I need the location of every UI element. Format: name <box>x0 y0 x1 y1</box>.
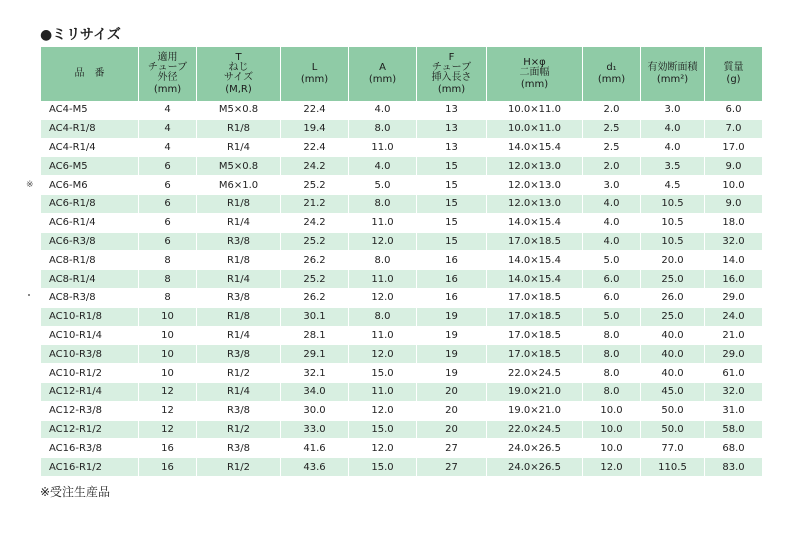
table-cell: 24.0×26.5 <box>487 458 583 477</box>
table-cell: 29.0 <box>705 345 763 364</box>
table-row <box>41 176 763 195</box>
column-header-1 <box>139 47 197 101</box>
column-header-9 <box>705 47 763 101</box>
table-cell: 40.0 <box>641 326 705 345</box>
table-cell: 11.0 <box>349 213 417 232</box>
column-header-line: 二面幅 <box>519 67 550 78</box>
table-cell: 19 <box>417 345 487 364</box>
table-cell: 3.5 <box>641 157 705 176</box>
model-cell: AC6-M6 <box>41 176 139 195</box>
table-row <box>41 213 763 232</box>
table-cell: 22.0×24.5 <box>487 364 583 383</box>
table-cell: 5.0 <box>349 176 417 195</box>
column-header-2 <box>197 47 281 101</box>
table-cell: 12.0 <box>349 232 417 251</box>
table-cell: 22.0×24.5 <box>487 420 583 439</box>
model-cell: AC6-R3/8 <box>41 232 139 251</box>
model-cell: AC6-M5 <box>41 157 139 176</box>
table-row <box>41 270 763 289</box>
table-cell: 12.0 <box>583 458 641 477</box>
table-cell: 11.0 <box>349 138 417 157</box>
table-cell: 10.0 <box>583 420 641 439</box>
table-cell: 10 <box>139 345 197 364</box>
table-cell: 11.0 <box>349 382 417 401</box>
table-row <box>41 251 763 270</box>
table-cell: 14.0×15.4 <box>487 251 583 270</box>
table-cell: 20 <box>417 420 487 439</box>
table-cell: 6 <box>139 157 197 176</box>
column-header-line: 有効断面積 <box>647 62 698 73</box>
table-cell: 110.5 <box>641 458 705 477</box>
table-cell: 15 <box>417 194 487 213</box>
column-header-line: A <box>379 62 386 73</box>
section-title <box>40 24 121 44</box>
table-cell: 22.4 <box>281 101 349 119</box>
column-header-unit: (mm) <box>300 74 329 85</box>
table-cell: 45.0 <box>641 382 705 401</box>
table-cell: 2.0 <box>583 157 641 176</box>
column-header-unit: (mm²) <box>656 74 689 85</box>
table-cell: 8 <box>139 270 197 289</box>
table-cell: 31.0 <box>705 401 763 420</box>
table-cell: 24.2 <box>281 157 349 176</box>
column-header-8 <box>641 47 705 101</box>
column-header-7 <box>583 47 641 101</box>
table-body <box>41 101 763 476</box>
table-cell: 8.0 <box>349 251 417 270</box>
table-cell: 13 <box>417 119 487 138</box>
table-cell: 25.2 <box>281 176 349 195</box>
table-cell: 12.0×13.0 <box>487 157 583 176</box>
column-header-4 <box>349 47 417 101</box>
table-cell: 17.0×18.5 <box>487 288 583 307</box>
table-cell: 16.0 <box>705 270 763 289</box>
table-cell: 32.1 <box>281 364 349 383</box>
table-row <box>41 194 763 213</box>
table-cell: 10 <box>139 307 197 326</box>
model-cell: AC10-R1/4 <box>41 326 139 345</box>
column-header-line: チューブ <box>147 62 188 73</box>
table-cell: 24.0 <box>705 307 763 326</box>
model-cell: AC4-R1/4 <box>41 138 139 157</box>
table-cell: 20 <box>417 382 487 401</box>
table-cell: 11.0 <box>349 326 417 345</box>
model-cell: AC12-R3/8 <box>41 401 139 420</box>
table-cell: 9.0 <box>705 157 763 176</box>
table-cell: R1/2 <box>197 420 281 439</box>
table-cell: 28.1 <box>281 326 349 345</box>
table-cell: M5×0.8 <box>197 101 281 119</box>
model-cell: AC12-R1/4 <box>41 382 139 401</box>
table-cell: 10.0×11.0 <box>487 101 583 119</box>
column-header-0 <box>41 47 139 101</box>
table-cell: 10.5 <box>641 213 705 232</box>
table-cell: 43.6 <box>281 458 349 477</box>
table-cell: 8.0 <box>583 364 641 383</box>
table-cell: 21.0 <box>705 326 763 345</box>
table-cell: 33.0 <box>281 420 349 439</box>
table-cell: 4.0 <box>583 213 641 232</box>
table-cell: 10.0 <box>583 439 641 458</box>
column-header-unit: (mm) <box>153 84 182 95</box>
column-header-unit: (M,R) <box>225 84 252 95</box>
table-cell: 15.0 <box>349 420 417 439</box>
table-cell: 12 <box>139 420 197 439</box>
model-cell: AC10-R1/8 <box>41 307 139 326</box>
table-cell: 4 <box>139 101 197 119</box>
table-cell: 40.0 <box>641 364 705 383</box>
table-cell: 8.0 <box>583 345 641 364</box>
table-cell: R3/8 <box>197 439 281 458</box>
table-cell: R1/8 <box>197 119 281 138</box>
model-cell: AC4-M5 <box>41 101 139 119</box>
table-cell: R3/8 <box>197 288 281 307</box>
table-cell: 16 <box>417 288 487 307</box>
table-cell: 6 <box>139 213 197 232</box>
table-row <box>41 157 763 176</box>
table-header-row <box>41 47 763 101</box>
table-cell: 4.0 <box>641 138 705 157</box>
column-header-line: F <box>448 52 455 63</box>
table-cell: 6.0 <box>583 270 641 289</box>
table-cell: 16 <box>139 458 197 477</box>
table-cell: 25.2 <box>281 270 349 289</box>
table-cell: 5.0 <box>583 251 641 270</box>
table-cell: R1/4 <box>197 326 281 345</box>
column-header-3 <box>281 47 349 101</box>
table-cell: 12 <box>139 382 197 401</box>
table-cell: 8.0 <box>583 382 641 401</box>
table-cell: 12.0 <box>349 288 417 307</box>
table-cell: 17.0×18.5 <box>487 232 583 251</box>
table-cell: 16 <box>139 439 197 458</box>
table-cell: 14.0×15.4 <box>487 138 583 157</box>
model-cell: AC10-R1/2 <box>41 364 139 383</box>
model-cell: AC6-R1/8 <box>41 194 139 213</box>
table-cell: 20 <box>417 401 487 420</box>
table-cell: 5.0 <box>583 307 641 326</box>
table-cell: 18.0 <box>705 213 763 232</box>
table-cell: 2.5 <box>583 138 641 157</box>
table-cell: 27 <box>417 458 487 477</box>
table-cell: 6 <box>139 176 197 195</box>
table-cell: 83.0 <box>705 458 763 477</box>
column-header-6 <box>487 47 583 101</box>
table-cell: 58.0 <box>705 420 763 439</box>
table-cell: 13 <box>417 138 487 157</box>
spec-table-container <box>40 47 762 477</box>
table-row <box>41 326 763 345</box>
table-cell: 6 <box>139 194 197 213</box>
table-cell: 15 <box>417 232 487 251</box>
table-row <box>41 401 763 420</box>
column-header-unit: (mm) <box>597 74 626 85</box>
table-cell: 19.4 <box>281 119 349 138</box>
column-header-line: 挿入長さ <box>431 72 472 83</box>
table-cell: 29.1 <box>281 345 349 364</box>
table-cell: 8.0 <box>349 194 417 213</box>
table-row <box>41 138 763 157</box>
table-row <box>41 232 763 251</box>
table-cell: 77.0 <box>641 439 705 458</box>
table-cell: 50.0 <box>641 420 705 439</box>
table-cell: 19 <box>417 364 487 383</box>
table-cell: 22.4 <box>281 138 349 157</box>
model-cell: AC16-R3/8 <box>41 439 139 458</box>
table-cell: R3/8 <box>197 345 281 364</box>
table-cell: R1/8 <box>197 251 281 270</box>
table-cell: 25.0 <box>641 270 705 289</box>
table-cell: 61.0 <box>705 364 763 383</box>
table-cell: R1/8 <box>197 307 281 326</box>
table-cell: 14.0×15.4 <box>487 270 583 289</box>
table-cell: 50.0 <box>641 401 705 420</box>
column-header-5 <box>417 47 487 101</box>
table-cell: 25.2 <box>281 232 349 251</box>
model-cell: AC6-R1/4 <box>41 213 139 232</box>
table-cell: 16 <box>417 251 487 270</box>
table-cell: 8.0 <box>349 119 417 138</box>
table-cell: 21.2 <box>281 194 349 213</box>
table-cell: 40.0 <box>641 345 705 364</box>
table-cell: 12 <box>139 401 197 420</box>
table-cell: 29.0 <box>705 288 763 307</box>
column-header-line: T <box>235 52 242 63</box>
table-cell: R1/2 <box>197 364 281 383</box>
model-cell: AC16-R1/2 <box>41 458 139 477</box>
table-cell: R3/8 <box>197 232 281 251</box>
table-cell: 10.0 <box>583 401 641 420</box>
table-cell: 17.0×18.5 <box>487 326 583 345</box>
table-row <box>41 439 763 458</box>
table-cell: 8 <box>139 251 197 270</box>
table-cell: 4.5 <box>641 176 705 195</box>
table-cell: 32.0 <box>705 382 763 401</box>
table-row <box>41 288 763 307</box>
model-cell: AC8-R1/4 <box>41 270 139 289</box>
table-cell: 10.5 <box>641 194 705 213</box>
model-cell: AC8-R3/8 <box>41 288 139 307</box>
spec-table <box>40 47 763 477</box>
table-cell: 24.2 <box>281 213 349 232</box>
table-cell: 4 <box>139 138 197 157</box>
column-header-unit: (g) <box>726 74 741 85</box>
table-cell: 30.1 <box>281 307 349 326</box>
table-cell: 26.2 <box>281 251 349 270</box>
table-cell: M6×1.0 <box>197 176 281 195</box>
column-header-unit: (mm) <box>520 79 549 90</box>
table-cell: 26.0 <box>641 288 705 307</box>
table-cell: 15.0 <box>349 364 417 383</box>
table-cell: 10.0×11.0 <box>487 119 583 138</box>
column-header-line: H×φ <box>523 57 546 68</box>
table-cell: R3/8 <box>197 401 281 420</box>
table-cell: 6 <box>139 232 197 251</box>
table-cell: 11.0 <box>349 270 417 289</box>
table-cell: 14.0 <box>705 251 763 270</box>
table-cell: 20.0 <box>641 251 705 270</box>
table-cell: R1/4 <box>197 382 281 401</box>
table-cell: 8.0 <box>349 307 417 326</box>
table-cell: 13 <box>417 101 487 119</box>
column-header-line: 適用 <box>157 52 178 63</box>
table-cell: 19.0×21.0 <box>487 382 583 401</box>
table-cell: 4.0 <box>583 194 641 213</box>
table-cell: 10 <box>139 364 197 383</box>
table-cell: 15.0 <box>349 458 417 477</box>
table-cell: 4.0 <box>349 101 417 119</box>
table-row <box>41 307 763 326</box>
table-cell: 4 <box>139 119 197 138</box>
table-cell: 6.0 <box>705 101 763 119</box>
table-cell: 4.0 <box>583 232 641 251</box>
table-cell: 12.0 <box>349 401 417 420</box>
column-header-line: チューブ <box>431 62 472 73</box>
table-row <box>41 345 763 364</box>
table-cell: 12.0 <box>349 439 417 458</box>
table-cell: 3.0 <box>641 101 705 119</box>
table-cell: 19 <box>417 307 487 326</box>
table-cell: 15 <box>417 157 487 176</box>
table-cell: 14.0×15.4 <box>487 213 583 232</box>
table-cell: 4.0 <box>349 157 417 176</box>
table-cell: 2.0 <box>583 101 641 119</box>
table-cell: 10.5 <box>641 232 705 251</box>
table-cell: 16 <box>417 270 487 289</box>
column-header-line: ねじ <box>228 62 249 73</box>
table-cell: R1/4 <box>197 138 281 157</box>
table-cell: 12.0 <box>349 345 417 364</box>
table-cell: R1/8 <box>197 194 281 213</box>
table-cell: 19.0×21.0 <box>487 401 583 420</box>
table-cell: 12.0×13.0 <box>487 176 583 195</box>
table-cell: 68.0 <box>705 439 763 458</box>
table-row <box>41 420 763 439</box>
table-cell: 30.0 <box>281 401 349 420</box>
table-cell: 15 <box>417 176 487 195</box>
model-cell: AC10-R3/8 <box>41 345 139 364</box>
table-cell: 41.6 <box>281 439 349 458</box>
stray-dot <box>28 294 30 296</box>
table-row <box>41 101 763 119</box>
table-row <box>41 364 763 383</box>
table-cell: 27 <box>417 439 487 458</box>
table-cell: 17.0 <box>705 138 763 157</box>
table-cell: 2.5 <box>583 119 641 138</box>
table-cell: 10.0 <box>705 176 763 195</box>
made-to-order-mark: ※ <box>26 180 34 190</box>
column-header-unit: (mm) <box>437 84 466 95</box>
column-header-line: 品 番 <box>74 68 105 79</box>
table-cell: 17.0×18.5 <box>487 307 583 326</box>
table-cell: 4.0 <box>641 119 705 138</box>
table-row <box>41 119 763 138</box>
model-cell: AC4-R1/8 <box>41 119 139 138</box>
table-cell: R1/4 <box>197 270 281 289</box>
table-cell: 9.0 <box>705 194 763 213</box>
table-cell: 25.0 <box>641 307 705 326</box>
table-cell: 26.2 <box>281 288 349 307</box>
table-cell: 15 <box>417 213 487 232</box>
column-header-line: d₁ <box>606 62 617 73</box>
column-header-unit: (mm) <box>368 74 397 85</box>
table-cell: 6.0 <box>583 288 641 307</box>
column-header-line: サイズ <box>223 72 254 83</box>
column-header-line: 外径 <box>157 72 178 83</box>
column-header-line: 質量 <box>723 62 744 73</box>
section-title-text: ●ミリサイズ <box>40 27 121 43</box>
table-row <box>41 458 763 477</box>
table-cell: 8.0 <box>583 326 641 345</box>
footnote: ※受注生産品 <box>40 485 111 499</box>
table-cell: 34.0 <box>281 382 349 401</box>
model-cell: AC12-R1/2 <box>41 420 139 439</box>
table-row <box>41 382 763 401</box>
column-header-line: L <box>311 62 318 73</box>
table-cell: R1/4 <box>197 213 281 232</box>
table-cell: 10 <box>139 326 197 345</box>
table-cell: 8 <box>139 288 197 307</box>
model-cell: AC8-R1/8 <box>41 251 139 270</box>
table-cell: 7.0 <box>705 119 763 138</box>
table-cell: 12.0×13.0 <box>487 194 583 213</box>
table-cell: 17.0×18.5 <box>487 345 583 364</box>
table-cell: M5×0.8 <box>197 157 281 176</box>
table-cell: 19 <box>417 326 487 345</box>
table-cell: 3.0 <box>583 176 641 195</box>
table-cell: R1/2 <box>197 458 281 477</box>
table-cell: 32.0 <box>705 232 763 251</box>
table-cell: 24.0×26.5 <box>487 439 583 458</box>
